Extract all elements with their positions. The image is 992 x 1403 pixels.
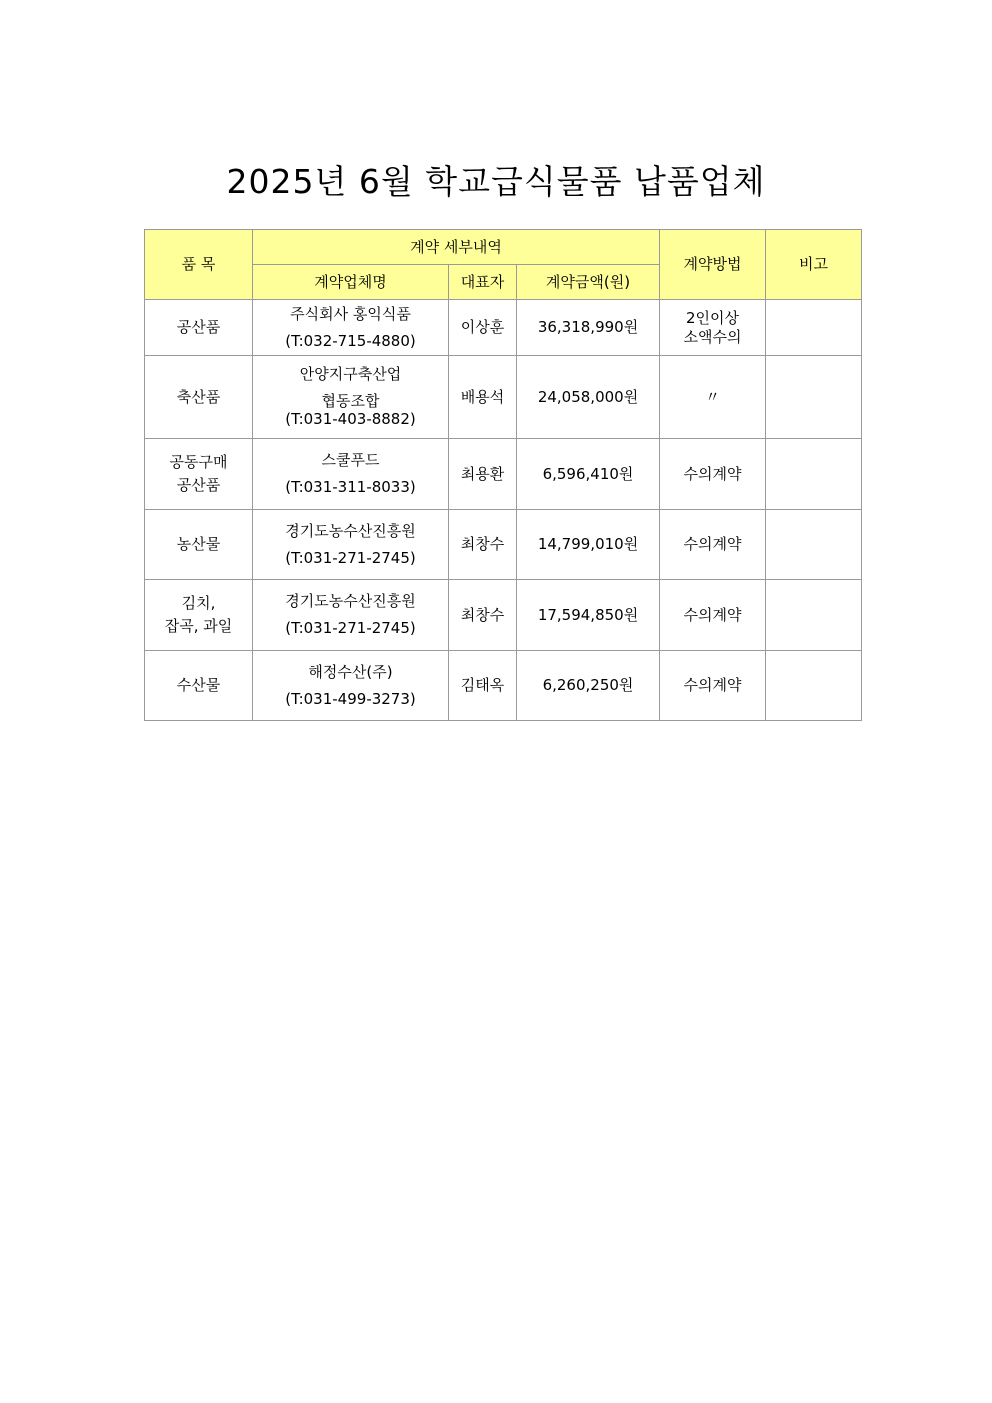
header-representative: 대표자 [449,265,517,300]
header-amount: 계약금액(원) [517,265,660,300]
table-row [145,651,862,721]
vendor-name: 안양지구축산업 [299,364,402,383]
vendor-phone: (T:031-311-8033) [285,478,416,496]
page-title: 2025년 6월 학교급식물품 납품업체 [226,162,766,201]
method-cell [660,510,766,580]
table-row [145,300,862,356]
method-cell [660,580,766,651]
item-cell [145,356,253,439]
item-text: 수산물 [176,676,221,695]
item-cell [145,439,253,510]
item-text: 잡곡, 과일 [164,617,233,635]
remarks-cell [766,300,862,356]
method-text: 〃 [704,387,720,406]
vendor-phone: (T:032-715-4880) [285,331,416,350]
amount-cell: 14,799,010원 [517,510,660,580]
item-cell [145,300,253,356]
item-text: 농산물 [176,535,221,554]
vendor-phone: (T:031-499-3273) [285,689,416,708]
item-text: 김치, [181,594,216,613]
item-text: 공동구매 [169,453,228,472]
representative-cell: 최창수 [449,580,517,651]
method-text: 수의계약 [683,464,742,483]
vendor-table [144,229,862,721]
vendor-name: 협동조합 [321,391,380,410]
amount-cell: 6,596,410원 [517,439,660,510]
method-cell [660,300,766,356]
item-text: 축산품 [176,387,221,406]
vendor-phone: (T:031-271-2745) [285,619,416,637]
vendor-name: 주식회사 홍익식품 [290,304,411,323]
table-row [145,439,862,510]
vendor-cell [253,356,449,439]
table-row [145,356,862,439]
table-row [145,510,862,580]
representative-cell: 최창수 [449,510,517,580]
method-text: 2인이상 [685,308,739,327]
remarks-cell [766,651,862,721]
vendor-phone: (T:031-403-8882) [285,410,416,429]
method-cell [660,439,766,510]
representative-cell: 이상훈 [449,300,517,356]
header-contract-details: 계약 세부내역 [253,230,660,265]
remarks-cell [766,510,862,580]
item-text: 공산품 [176,318,221,337]
item-text: 공산품 [176,476,221,494]
header-vendor-name: 계약업체명 [253,265,449,300]
method-text: 수의계약 [683,676,742,695]
vendor-cell [253,439,449,510]
method-text: 수의계약 [683,535,742,554]
table-row [145,580,862,651]
item-cell [145,510,253,580]
item-cell [145,651,253,721]
header-remarks: 비고 [766,230,862,300]
vendor-cell [253,510,449,580]
method-text: 소액수의 [683,327,742,346]
vendor-name: 해정수산(주) [308,662,393,681]
vendor-cell [253,651,449,721]
amount-cell: 6,260,250원 [517,651,660,721]
amount-cell: 24,058,000원 [517,356,660,439]
remarks-cell [766,439,862,510]
remarks-cell [766,356,862,439]
method-cell [660,356,766,439]
amount-cell: 17,594,850원 [517,580,660,651]
item-cell [145,580,253,651]
vendor-cell [253,580,449,651]
header-item: 품 목 [145,230,253,300]
header-method: 계약방법 [660,230,766,300]
vendor-name: 경기도농수산진흥원 [285,592,416,611]
representative-cell: 김태옥 [449,651,517,721]
method-text: 수의계약 [683,605,742,624]
vendor-name: 스쿨푸드 [321,451,380,470]
representative-cell: 최용환 [449,439,517,510]
vendor-phone: (T:031-271-2745) [285,548,416,567]
representative-cell: 배용석 [449,356,517,439]
method-cell [660,651,766,721]
vendor-cell [253,300,449,356]
amount-cell: 36,318,990원 [517,300,660,356]
vendor-name: 경기도농수산진흥원 [285,521,416,540]
remarks-cell [766,580,862,651]
